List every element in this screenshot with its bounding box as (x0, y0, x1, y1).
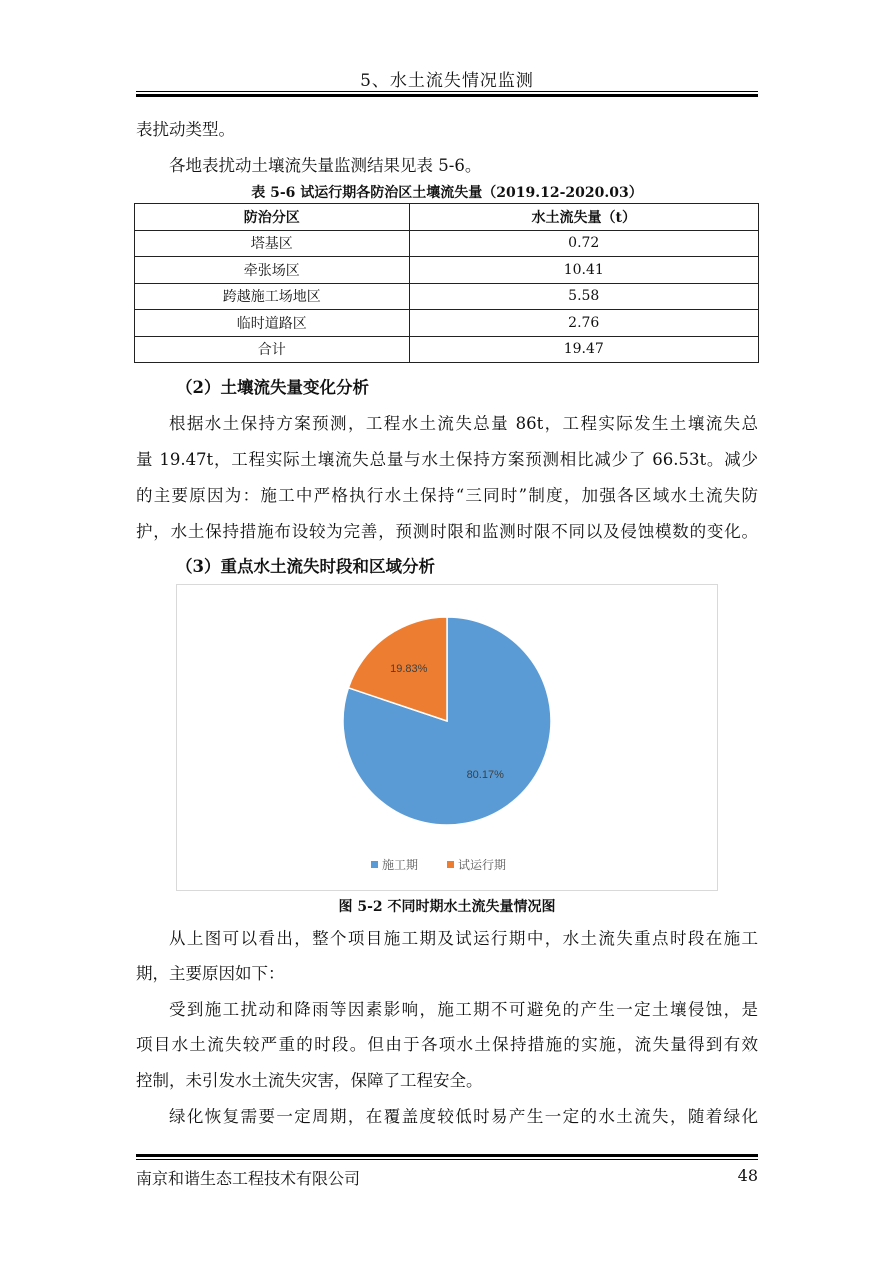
table-cell-zone: 塔基区 (135, 230, 410, 257)
table-cell-zone: 临时道路区 (135, 310, 410, 337)
body-line-1: 从上图可以看出，整个项目施工期及试运行期中，水土流失重点时段在施工 (169, 929, 758, 948)
table-cell-zone: 牵张场区 (135, 257, 410, 284)
body-line-2: 期，主要原因如下： (136, 964, 285, 983)
page-number: 48 (737, 1166, 758, 1185)
body-line-6: 绿化恢复需要一定周期，在覆盖度较低时易产生一定的水土流失，随着绿化 (169, 1107, 758, 1126)
section2-heading: （2）土壤流失量变化分析 (176, 378, 369, 397)
legend-label: 施工期 (382, 858, 419, 872)
header-rule-thin (136, 91, 758, 92)
section2-line-1: 根据水土保持方案预测，工程水土流失总量 86t，工程实际发生土壤流失总 (169, 414, 758, 433)
body-line-4: 项目水土流失较严重的时段。但由于各项水土保持措施的实施，流失量得到有效 (136, 1035, 758, 1054)
table-cell-zone: 合计 (135, 336, 410, 363)
table-header-cell: 防治分区 (135, 204, 410, 231)
table-row (135, 257, 759, 284)
page-header-title: 5、水土流失情况监测 (360, 71, 534, 91)
body-line-3: 受到施工扰动和降雨等因素影响，施工期不可避免的产生一定土壤侵蚀，是 (169, 1000, 758, 1019)
legend-label: 试运行期 (458, 858, 507, 872)
table-cell-value: 19.47 (409, 336, 758, 363)
section2-line-2: 量 19.47t，工程实际土壤流失总量与水土保持方案预测相比减少了 66.53t。减少 (136, 450, 758, 469)
soil-loss-table (134, 203, 759, 363)
pie-chart (177, 585, 717, 890)
table-cell-value: 0.72 (409, 230, 758, 257)
header-rule-thick (136, 94, 758, 97)
table-cell-value: 5.58 (409, 283, 758, 310)
footer-rule-thin (136, 1159, 758, 1160)
legend-swatch (371, 861, 378, 868)
pie-data-label: 80.17% (466, 769, 504, 782)
footer-company: 南京和谐生态工程技术有限公司 (136, 1169, 361, 1188)
table-row (135, 283, 759, 310)
table-header-cell: 水土流失量（t） (409, 204, 758, 231)
table-row (135, 230, 759, 257)
section2-line-4: 护，水土保持措施布设较为完善，预测时限和监测时限不同以及侵蚀模数的变化。 (136, 522, 758, 541)
legend-swatch (447, 861, 454, 868)
table-header-row (135, 204, 759, 231)
table-row (135, 310, 759, 337)
section2-line-3: 的主要原因为：施工中严格执行水土保持“三同时”制度，加强各区域水土流失防 (136, 486, 758, 505)
figure-caption: 图 5-2 不同时期水土流失量情况图 (338, 899, 556, 915)
intro-line-1: 表扰动类型。 (136, 120, 235, 139)
intro-line-2: 各地表扰动土壤流失量监测结果见表 5-6。 (169, 156, 482, 175)
pie-data-label: 19.83% (390, 662, 428, 675)
footer-rule-thick (136, 1154, 758, 1157)
table-cell-value: 10.41 (409, 257, 758, 284)
table-cell-zone: 跨越施工场地区 (135, 283, 410, 310)
section3-heading: （3）重点水土流失时段和区域分析 (176, 557, 435, 576)
body-line-5: 控制，未引发水土流失灾害，保障了工程安全。 (136, 1071, 483, 1090)
pie-chart-frame (176, 584, 718, 891)
table-row-total (135, 336, 759, 363)
table-caption: 表 5-6 试运行期各防治区土壤流失量（2019.12-2020.03） (251, 185, 643, 201)
table-cell-value: 2.76 (409, 310, 758, 337)
